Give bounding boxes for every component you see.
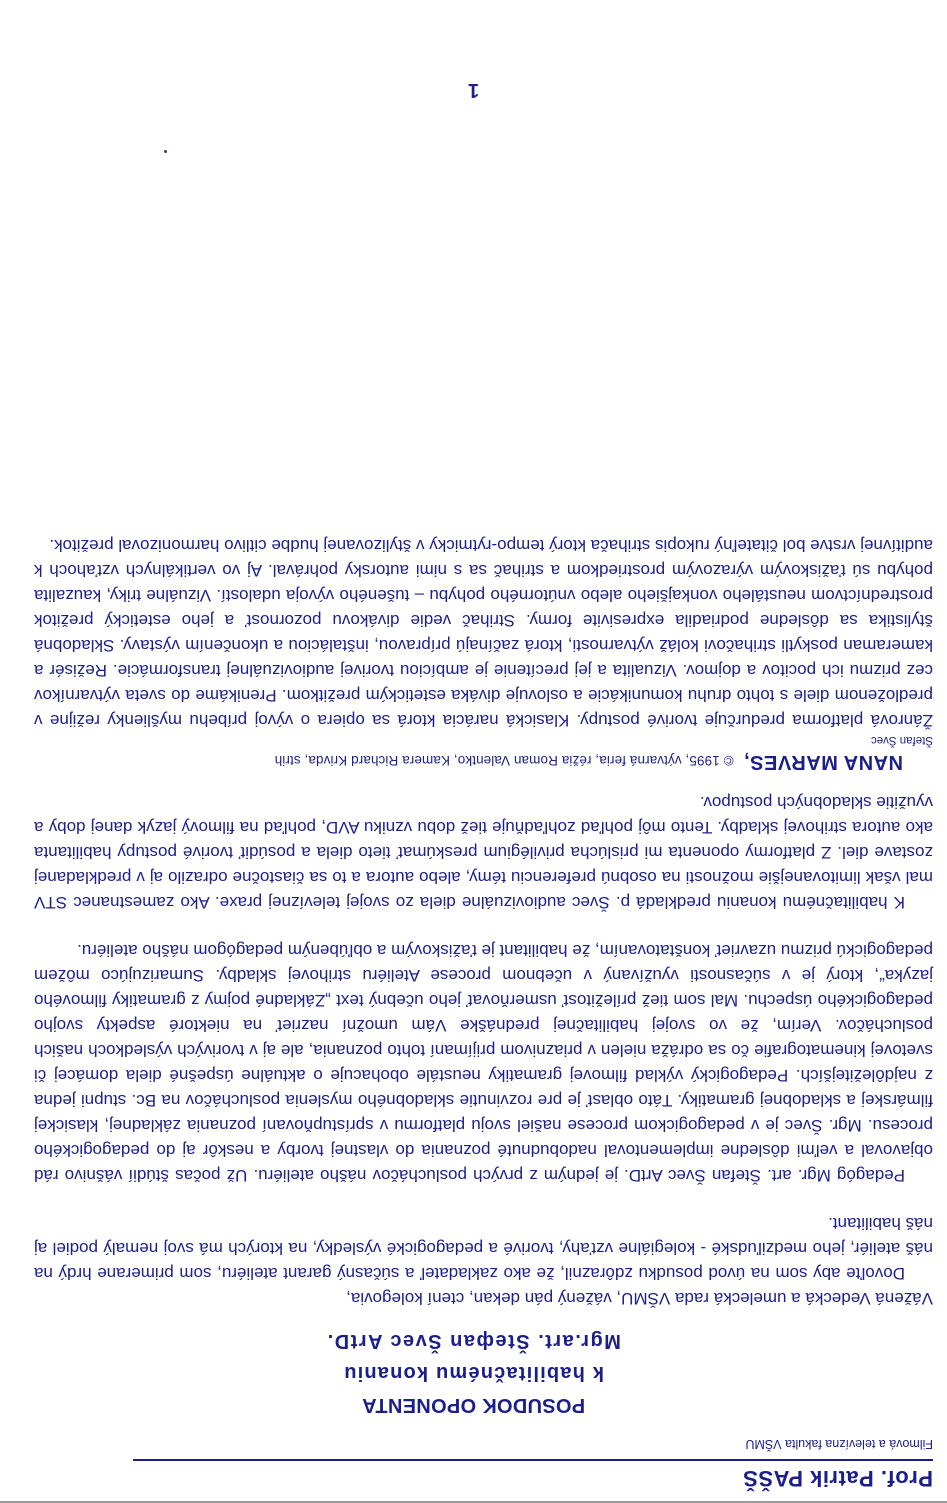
film-review: Žánrová platforma predurčuje tvorivé postupy. Klasická narácia ktorá sa opiera o vývoj príbehu myšlienky režijne v predloženom diele s tohto druhu komunikácie a oslovuje diváka estetickým prežitkom. Prenikáme do sveta výtvarníkov cez prizmu ich pocitov a dojmov. Vizualita a jej precítenie je ambíciou tvorivej audiovizuálnej transformácie. Režisér a kameraman poskytli strihačovi koláž výtvarnosti, ktorá začínajú prípravou, inštaláciou a ukončením výstavy. Skladobná štylistika sa dôsledne podriadila expresivite formy. Strihač vedie divákovu pozornosť a jeho estetický prežitok prostredníctvom neustáleho vonkajšieho alebo vnútorného pohybu – tušeného vývoja udalostí. Vizuálne triky, kauzalita pohybu sú ťažiskovým výrazovým prostriedkom a strihač sa s nimi autorsky pohrával. Aj vo vertikálnych vzťahoch k auditívnej vrstve bol čitateľný rukopis strihača ktorý tempo-rytmicky v štylizovanej hudbe citlivo harmonizoval prežitok. [34,536,933,730]
paragraph-intro: Dovoľte aby som na úvod posudku zdôraznil, že ako zakladateľ a súčasný garant ateliéru, som primerane hrdý na náš ateliér, jeho medziľudské - kolegiálne vzťahy, tvorivé a pedagogické výsledky, na ktorých má svoj nemalý podiel aj náš habilitant. [34,1214,933,1283]
candidate-name: Mgr.art. Šteфan Švec ArtD. [326,1330,621,1352]
affiliation: Filmová a televízna fakulta VŠMU [745,1437,933,1451]
title-block [0,1325,947,1421]
document-title: POSUDOK OPONENTA [361,1394,586,1416]
page-number: 1 [467,79,480,101]
header-rule [133,1459,933,1461]
author-name: Prof. Patrik PAŠŠ [742,1466,933,1491]
paragraph-works: K habilitačnému konaniu predkladá p. Švec audiovizuálne diela zo svojej televíznej praxe. Ako zamestnanec STV mal však limitovanejšie možnosti na osobnú preferenciu témy, alebo autora a to sa čiastočne odrazilo aj v predkladanej zostave diel. Z platformy oponenta mi prislúcha privilégium preskúmať tieto diela a posúdiť tvorivé postupy habilitanta ako autora strihovej skladby. Tento môj pohľad zohľadňuje tiež dobu vzniku AVD, pohľad na filmový jazyk danej doby a využitie skladobných postupov. [34,793,933,912]
film-heading [34,748,933,774]
film-credits: © 1995, výtvarná feria, réžia Roman Valentko, Kamera Richard Krivda, strih [274,753,734,768]
film-title: NANA MARVES, [743,751,903,773]
letterhead [20,1437,933,1491]
paragraph-gap [34,915,933,938]
paragraph-pedagogy: Pedagóg Mgr. art. Štefan Švec ArtD. je jedným z prvých poslucháčov nášho ateliéru. Už počas štúdií vášnivo rád objavoval a veľmi dôsledne implementoval nadobudnuté poznania do vlastnej tvorby a neskôr aj do pedagogického procesu. Mgr. Švec je v pedagogickom procese našiel svoju platformu v sprístupňovaní poznania základnej, klasickej filmárskej a skladobnej gramatiky. Táto oblasť je pre rozvinutie skladobného myslenia poslucháčov na Bc. stupni jedna z najdôležitejších. Pedagogický výklad filmovej gramatiky neustále obohacuje o aktuálne úspešné diela domácej či svetovej kinematografie čo sa odráža nielen v priaznivom prijímaní tohto poznania, ale aj v tvorivých výsledkoch našich poslucháčov. Verím, že vo svojej habilitačnej prednáške Vám umožní nazrieť na niektoré aspekty svojho pedagogického úspechu. Mal som tiež príležitosť usmerňovať jeho učebný text „Základné pojmy z gramatiky filmového jazyka“, ktorý je v súčasnosti využívaný v učebnom procese Ateliéru strihovej skladby. Sumarizujúco môžem pedagogickú prizmu uzavrieť konštatovaním, že habilitant je ťažiskovým a obľúbeným pedagógom nášho ateliéru. [34,941,933,1185]
scan-speck [164,150,167,153]
film-editor: Štefan Švec [870,734,933,746]
paragraph-gap [34,1188,933,1211]
document-subtitle: k habilitačnému konaniu [343,1362,604,1384]
salutation: Vážená Vedecká a umelecká rada VŠMU, vážený pán dekan, ctení kolegovia, [346,1289,933,1308]
body-text [34,533,933,1311]
